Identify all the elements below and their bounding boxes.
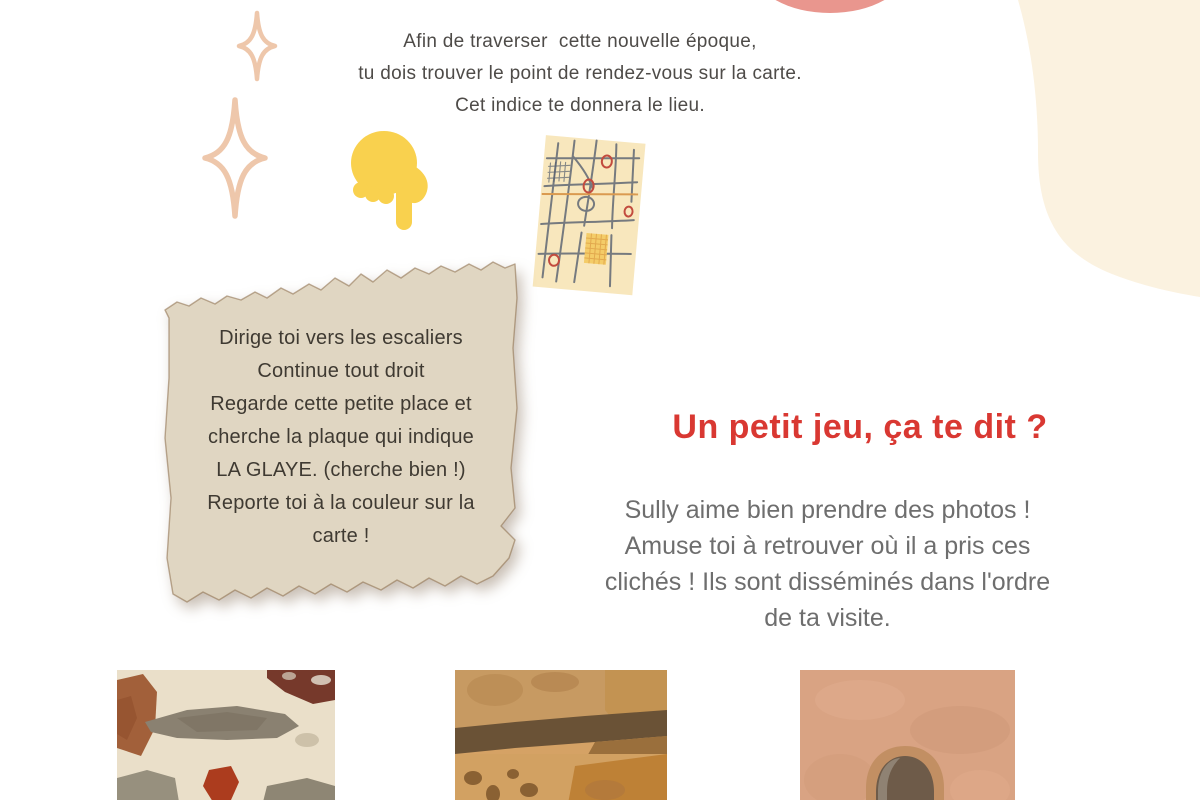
note-line: Regarde cette petite place et [210, 393, 472, 415]
photo-rock-crevice-art [455, 670, 667, 800]
photo-stone-wall [117, 670, 335, 800]
game-description-line: clichés ! Ils sont disséminés dans l'ordre [604, 568, 1051, 596]
intro-text [300, 26, 860, 122]
note-text [173, 322, 509, 553]
note-line: LA GLAYE. (cherche bien !) [216, 459, 466, 481]
photo-stone-wall-art [117, 670, 335, 800]
game-title: Un petit jeu, ça te dit ? [672, 408, 1048, 446]
note-line: cherche la plaque qui indique [208, 426, 474, 448]
game-description [575, 492, 1080, 636]
photo-arched-niche-art [800, 670, 1015, 800]
cream-blob-shape [1018, 0, 1200, 297]
note-line: Continue tout droit [257, 360, 425, 382]
note-line: Dirige toi vers les escaliers [219, 327, 463, 349]
sparkle-stars-icon [195, 8, 315, 233]
game-description-line: Sully aime bien prendre des photos ! [624, 496, 1031, 524]
torn-paper-note [163, 258, 519, 606]
pointing-hand-down-icon [343, 126, 447, 238]
game-description-line: de ta visite. [764, 604, 891, 632]
game-description-line: Amuse toi à retrouver où il a pris ces [624, 532, 1031, 560]
intro-line: Cet indice te donnera le lieu. [455, 95, 705, 116]
salmon-blob-shape [754, 0, 906, 13]
photo-arched-niche [800, 670, 1015, 800]
note-line: carte ! [312, 525, 370, 547]
hand-drawn-map [532, 134, 647, 296]
photo-rock-crevice [455, 670, 667, 800]
note-line: Reporte toi à la couleur sur la [207, 492, 475, 514]
intro-line: tu dois trouver le point de rendez-vous sur la carte. [358, 63, 802, 84]
intro-line: Afin de traverser cette nouvelle époque, [403, 31, 757, 52]
